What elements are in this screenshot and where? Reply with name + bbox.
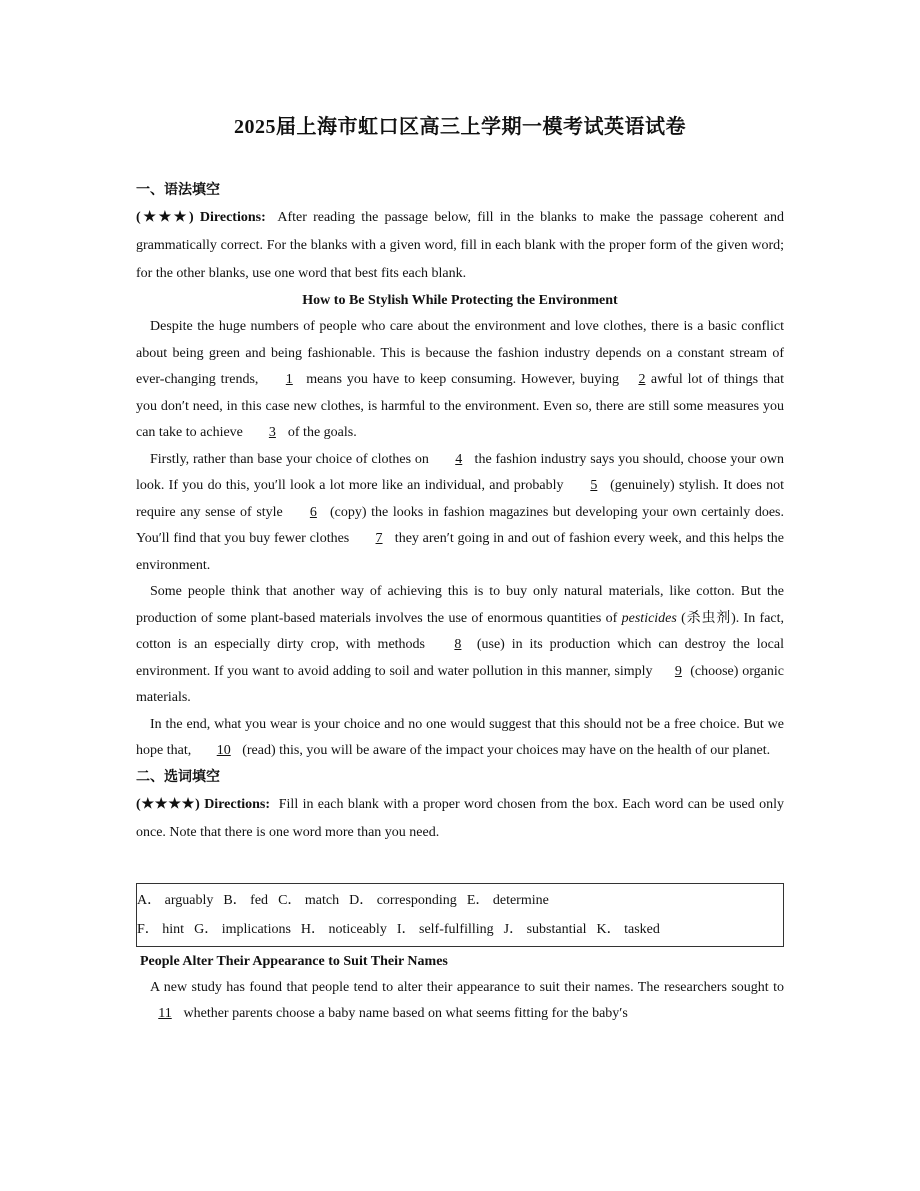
text-run: whether parents choose a baby name based on what seems fitting for the baby′s xyxy=(180,1006,628,1021)
text-run: (copy) the looks in fashion magazines but developing your own certainly does. You′ll find that you buy fewer clothes xyxy=(136,504,784,546)
blank-1[interactable]: 1 xyxy=(285,372,293,387)
word-option: A． arguably xyxy=(137,892,214,908)
text-run: In the end, what you wear is your choice and no one would suggest that this should not be a free choice. But we hope that, xyxy=(136,716,784,758)
content xyxy=(136,178,784,1028)
word-option: G． implications xyxy=(194,921,291,937)
text-run: Despite the huge numbers of people who care about the environment and love clothes, there is a basic conflict about being green and being fashionable. This is because the fashion industry depends on a constant stream of ever-changing trends, xyxy=(136,319,784,387)
document-title: 2025届上海市虹口区高三上学期一模考试英语试卷 xyxy=(234,116,686,138)
blank-2[interactable]: 2 xyxy=(638,372,646,387)
text-run: (choose) organic materials. xyxy=(136,663,784,705)
passage1-paragraph-3 xyxy=(136,579,784,712)
section1-directions xyxy=(136,204,784,288)
word-option: F． hint xyxy=(137,921,185,937)
blank-6[interactable]: 6 xyxy=(309,504,317,520)
word-option: E． determine xyxy=(466,892,549,908)
word-option: K． tasked xyxy=(596,921,660,937)
section2-directions-text: Fill in each blank with a proper word chosen from the box. Each word can be used only once. Note that there is one word more than you need. xyxy=(136,796,784,840)
blank-10[interactable]: 10 xyxy=(216,743,231,758)
word-option: C． match xyxy=(278,892,340,908)
section2-stars: (★★★★) xyxy=(136,796,200,812)
section1-stars: (★★★) xyxy=(136,210,194,225)
text-run: A new study has found that people tend to alter their appearance to suit their names. The researchers sought to xyxy=(150,979,784,995)
word-option: I． self-fulfilling xyxy=(396,921,494,937)
text-run: they aren′t going in and out of fashion every week, and this helps the environment. xyxy=(136,531,784,573)
section1-directions-label: Directions: xyxy=(199,210,266,225)
word-option: D． corresponding xyxy=(349,892,457,908)
passage2-paragraph-1 xyxy=(136,975,784,1028)
text-run: the fashion industry says you should, choose your own look. If you do this, you′ll look a lot more like an individual, and probably xyxy=(136,451,784,493)
text-run: (genuinely) stylish. It does not require any sense of style xyxy=(136,478,785,520)
text-run: awful lot of things that you don′t need, in this case new clothes, is harmful to the environment. Even so, there are still some measures you can take to achieve xyxy=(136,372,784,440)
passage1-title: How to Be Stylish While Protecting the Environment xyxy=(302,293,618,308)
text-run: Some people think that another way of achieving this is to buy only natural materials, like cotton. But the production of some plant-based materials involves the use of enormous quantities of xyxy=(136,584,784,626)
blank-5[interactable]: 5 xyxy=(590,478,598,493)
blank-9[interactable]: 9 xyxy=(674,663,682,679)
passage1-paragraph-1 xyxy=(136,314,784,447)
blank-8[interactable]: 8 xyxy=(454,637,462,652)
text-run: (use) in its production which can destroy the local environment. If you want to avoid adding to soil and water pollution in this manner, simply xyxy=(136,637,784,679)
section1-heading: 一、语法填空 xyxy=(136,183,220,198)
word-option: H． noticeably xyxy=(300,921,387,937)
text-run: (杀虫剂). In fact, cotton is an especially dirty crop, with methods xyxy=(136,610,785,652)
passage2-title: People Alter Their Appearance to Suit Their Names xyxy=(140,953,448,969)
passage1-paragraph-2 xyxy=(136,447,784,580)
word-option: J． substantial xyxy=(503,921,587,937)
section2-heading: 二、选词填空 xyxy=(136,769,220,785)
text-run: means you have to keep consuming. However, buying xyxy=(301,372,624,387)
section1-directions-text: After reading the passage below, fill in the blanks to make the passage coherent and grammatically correct. For the blanks with a given word, fill in each blank with the proper form of the given word; for the other blanks, use one word that best fits each blank. xyxy=(136,210,784,281)
word-box-row-2 xyxy=(137,915,783,944)
text-run: (read) this, you will be aware of the impact your choices may have on the health of our planet. xyxy=(238,743,771,758)
blank-7[interactable]: 7 xyxy=(375,531,383,546)
blank-3[interactable]: 3 xyxy=(268,425,276,440)
blank-4[interactable]: 4 xyxy=(455,451,463,467)
text-run: of the goals. xyxy=(284,425,357,440)
word-box-row-1 xyxy=(137,886,783,915)
pesticides-term: pesticides xyxy=(621,610,677,626)
word-box xyxy=(136,883,784,947)
section2-directions-label: Directions: xyxy=(204,796,271,812)
text-run: Firstly, rather than base your choice of clothes on xyxy=(150,451,433,467)
section2-directions xyxy=(136,791,784,847)
passage1-paragraph-4 xyxy=(136,712,784,765)
word-option: B． fed xyxy=(223,892,269,908)
blank-11[interactable]: 11 xyxy=(158,1006,172,1021)
